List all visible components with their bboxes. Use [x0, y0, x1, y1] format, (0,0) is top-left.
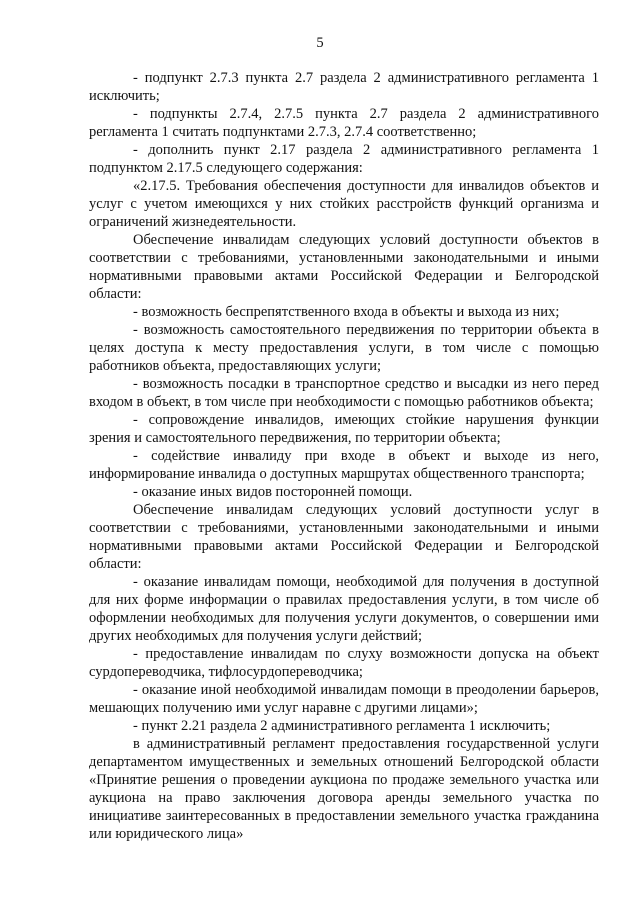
document-body — [89, 69, 599, 843]
paragraph: - содействие инвалиду при входе в объект и выходе из него, информирование инвалида о доступных маршрутах общественного транспорта; — [89, 448, 599, 482]
paragraph: - возможность самостоятельного передвижения по территории объекта в целях доступа к месту предоставления услуги, в том числе с помощью работников объекта, предоставляющих услуги; — [89, 322, 599, 374]
paragraph: «2.17.5. Требования обеспечения доступности для инвалидов объектов и услуг с учетом имеющихся у них стойких расстройств функций организма и ограничений жизнедеятельности. — [89, 178, 599, 230]
paragraph: - оказание инвалидам помощи, необходимой для получения в доступной для них форме информации о правилах предоставления услуги, в том числе об оформлении необходимых для получения услуги документов, о совершении ими других необходимых для получения услуги действий; — [89, 574, 599, 644]
paragraph: - пункт 2.21 раздела 2 административного регламента 1 исключить; — [133, 718, 551, 734]
paragraph: - возможность посадки в транспортное средство и высадки из него перед входом в объект, в том числе при необходимости с помощью работников объекта; — [89, 376, 599, 410]
paragraph: Обеспечение инвалидам следующих условий доступности услуг в соответствии с требованиями, установленными законодательными и иными нормативными правовыми актами Российской Федерации и Белгородской области: — [89, 502, 599, 572]
paragraph: - предоставление инвалидам по слуху возможности допуска на объект сурдопереводчика, тифлосурдопереводчика; — [89, 646, 599, 680]
paragraph: - подпункт 2.7.3 пункта 2.7 раздела 2 административного регламента 1 исключить; — [89, 70, 599, 104]
paragraph: - оказание иных видов посторонней помощи. — [133, 484, 413, 500]
paragraph: Обеспечение инвалидам следующих условий доступности объектов в соответствии с требованиями, установленными законодательными и иными нормативными правовыми актами Российской Федерации и Белгородской области: — [89, 232, 599, 302]
paragraph: - возможность беспрепятственного входа в объекты и выхода из них; — [133, 304, 560, 320]
paragraph: - сопровождение инвалидов, имеющих стойкие нарушения функции зрения и самостоятельного передвижения, по территории объекта; — [89, 412, 599, 446]
paragraph: - дополнить пункт 2.17 раздела 2 административного регламента 1 подпунктом 2.17.5 следующего содержания: — [89, 142, 599, 176]
page-number: 5 — [316, 35, 324, 51]
paragraph: в административный регламент предоставления государственной услуги департаментом имущественных и земельных отношений Белгородской области «Принятие решения о проведении аукциона по продаже земельного участка или аукциона на право заключения договора аренды земельного участка по инициативе заинтересованных в предоставлении земельного участка гражданина или юридического лица» — [89, 736, 599, 842]
paragraph: - оказание иной необходимой инвалидам помощи в преодолении барьеров, мешающих получению ими услуг наравне с другими лицами»; — [89, 682, 599, 716]
paragraph: - подпункты 2.7.4, 2.7.5 пункта 2.7 раздела 2 административного регламента 1 считать подпунктами 2.7.3, 2.7.4 соответственно; — [89, 106, 599, 140]
